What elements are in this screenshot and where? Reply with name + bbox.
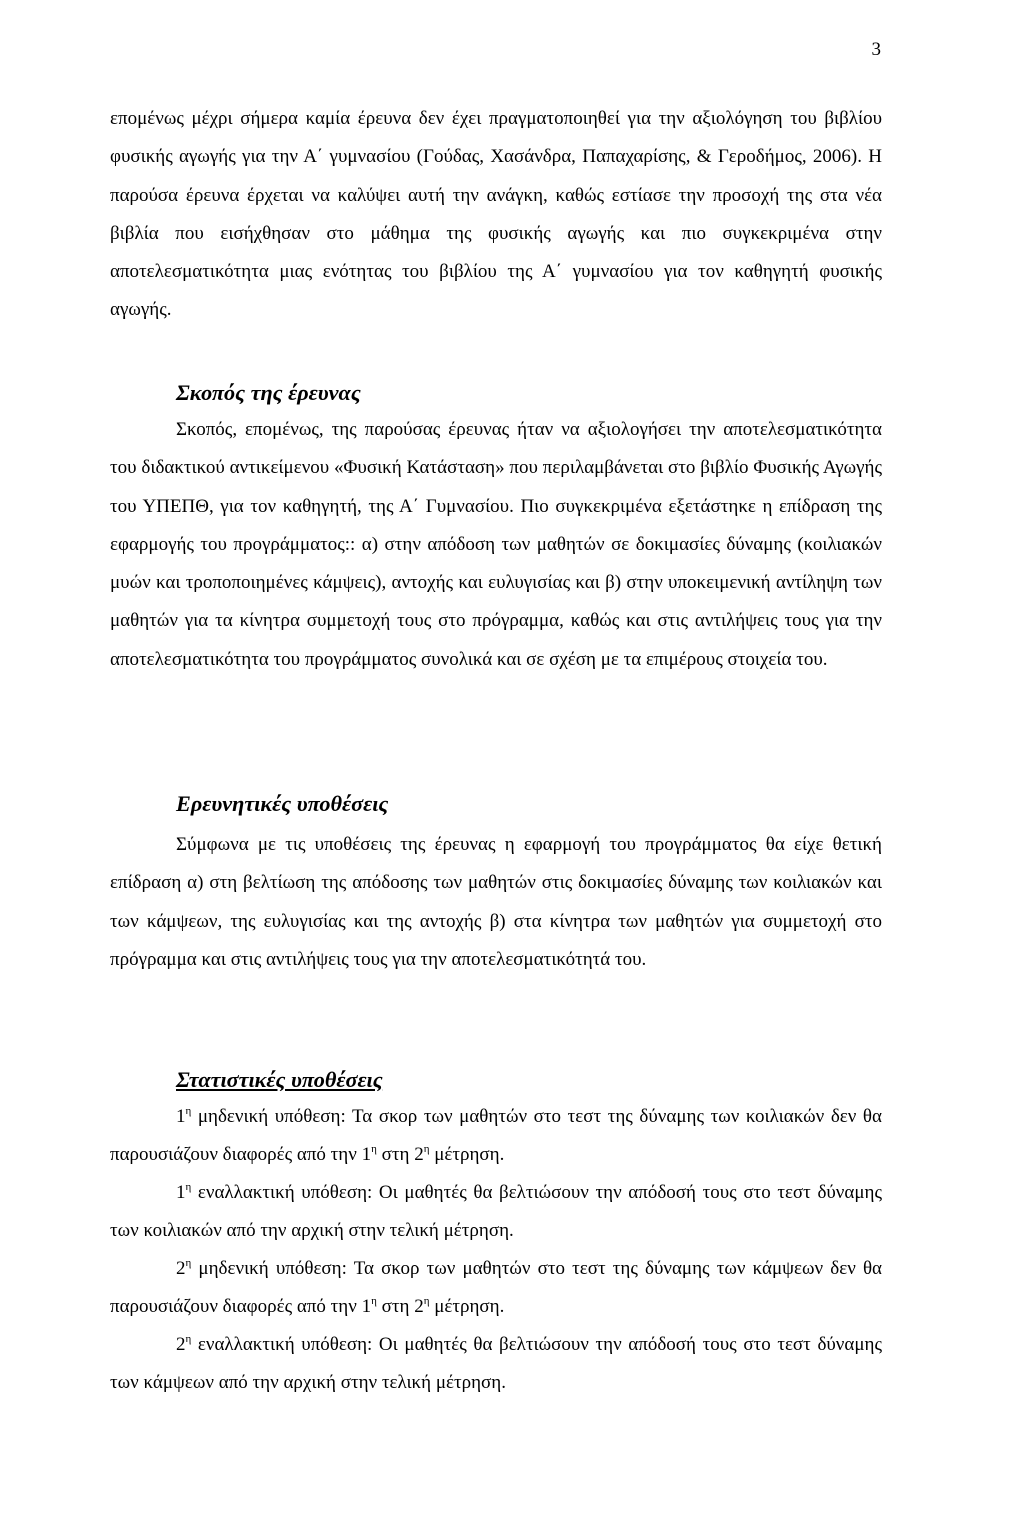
hypothesis-text: στη: [376, 1296, 415, 1318]
hypothesis-text: στη: [376, 1144, 415, 1166]
statistical-hypotheses-heading: Στατιστικές υποθέσεις: [176, 1067, 383, 1092]
ordinal-suffix: η: [185, 1181, 192, 1193]
hypothesis-number: 1: [176, 1106, 186, 1127]
measurement-ref-number: 2: [414, 1144, 424, 1166]
aim-heading: Σκοπός της έρευνας: [176, 380, 361, 405]
hypothesis-number: 1: [176, 1182, 186, 1203]
hypothesis-1-null: [110, 1098, 882, 1175]
hypothesis-number: 2: [176, 1334, 186, 1355]
hypothesis-text: εναλλακτική υπόθεση: Οι μαθητές θα βελτιώσουν την απόδοσή τους στο τεστ δύναμης των κάμψεων από την αρχική στην τελική μέτρηση.: [110, 1334, 882, 1394]
hypothesis-text: μέτρηση.: [429, 1144, 505, 1166]
ordinal-suffix: η: [423, 1295, 430, 1308]
measurement-ref-number: 1: [361, 1144, 372, 1166]
measurement-ref-number: 2: [414, 1296, 424, 1318]
intro-paragraph: επομένως μέχρι σήμερα καμία έρευνα δεν έχει πραγματοποιηθεί για την αξιολόγηση του βιβλίου φυσικής αγωγής για την Α΄ γυμνασίου (Γούδας, Χασάνδρα, Παπαχαρίσης, & Γεροδήμος, 2006). Η παρούσα έρευνα έρχεται να καλύψει αυτή την ανάγκη, καθώς εστίασε την προσοχή της στα νέα βιβλία που εισήχθησαν στο μάθημα της φυσικής αγωγής και πιο συγκεκριμένα στην αποτελεσματικότητα μιας ενότητας του βιβλίου της Α΄ γυμνασίου για τον καθηγητή φυσικής αγωγής.: [110, 108, 882, 321]
hypothesis-text: μηδενική υπόθεση: Τα σκορ των μαθητών στο τεστ της δύναμης των κάμψεων δεν θα παρουσιάζουν διαφορές από την: [110, 1258, 882, 1318]
hypothesis-text: μηδενική υπόθεση: Τα σκορ των μαθητών στο τεστ της δύναμης των κοιλιακών δεν θα παρουσιάζουν διαφορές από την: [110, 1106, 882, 1166]
ordinal-suffix: η: [185, 1105, 192, 1117]
ordinal-suffix: η: [371, 1295, 377, 1308]
hypothesis-number: 2: [176, 1258, 186, 1279]
hypothesis-text: εναλλακτική υπόθεση: Οι μαθητές θα βελτιώσουν την απόδοσή τους στο τεστ δύναμης των κοιλιακών από την αρχική στην τελική μέτρηση.: [110, 1182, 882, 1242]
hypothesis-2-alternative: [110, 1326, 882, 1403]
ordinal-suffix: η: [371, 1143, 377, 1156]
ordinal-suffix: η: [185, 1257, 192, 1269]
research-hypotheses-paragraph: Σύμφωνα με τις υποθέσεις της έρευνας η εφαρμογή του προγράμματος θα είχε θετική επίδραση α) στη βελτίωση της απόδοσης των μαθητών στις δοκιμασίες δύναμης των κοιλιακών και των κάμψεων, της ευλυγισίας και της αντοχής β) στα κίνητρα των μαθητών για συμμετοχή στο πρόγραμμα και στις αντιλήψεις τους για την αποτελεσματικότητά του.: [110, 834, 882, 970]
hypothesis-2-null: [110, 1250, 882, 1327]
research-hypotheses-heading: Ερευνητικές υποθέσεις: [176, 791, 389, 816]
page-number: 3: [871, 39, 881, 60]
hypothesis-1-alternative: [110, 1174, 882, 1251]
aim-paragraph: Σκοπός, επομένως, της παρούσας έρευνας ήταν να αξιολογήσει την αποτελεσματικότητα του διδακτικού αντικείμενου «Φυσική Κατάσταση» που περιλαμβάνεται στο βιβλίο Φυσικής Αγωγής του ΥΠΕΠΘ, για τον καθηγητή, της Α΄ Γυμνασίου. Πιο συγκεκριμένα εξετάστηκε η επίδραση της εφαρμογής του προγράμματος:: α) στην απόδοση των μαθητών σε δοκιμασίες δύναμης (κοιλιακών μυών και τροποποιημένες κάμψεις), αντοχής και ευλυγισίας και β) στην υποκειμενική αντίληψη των μαθητών για τα κίνητρα συμμετοχή τους στο πρόγραμμα, καθώς και στις αντιλήψεις τους για την αποτελεσματικότητα του προγράμματος συνολικά και σε σχέση με τα επιμέρους στοιχεία του.: [110, 419, 882, 670]
hypothesis-text: μέτρηση.: [429, 1296, 505, 1318]
ordinal-suffix: η: [423, 1143, 430, 1156]
ordinal-suffix: η: [185, 1333, 192, 1345]
measurement-ref-number: 1: [361, 1296, 372, 1318]
